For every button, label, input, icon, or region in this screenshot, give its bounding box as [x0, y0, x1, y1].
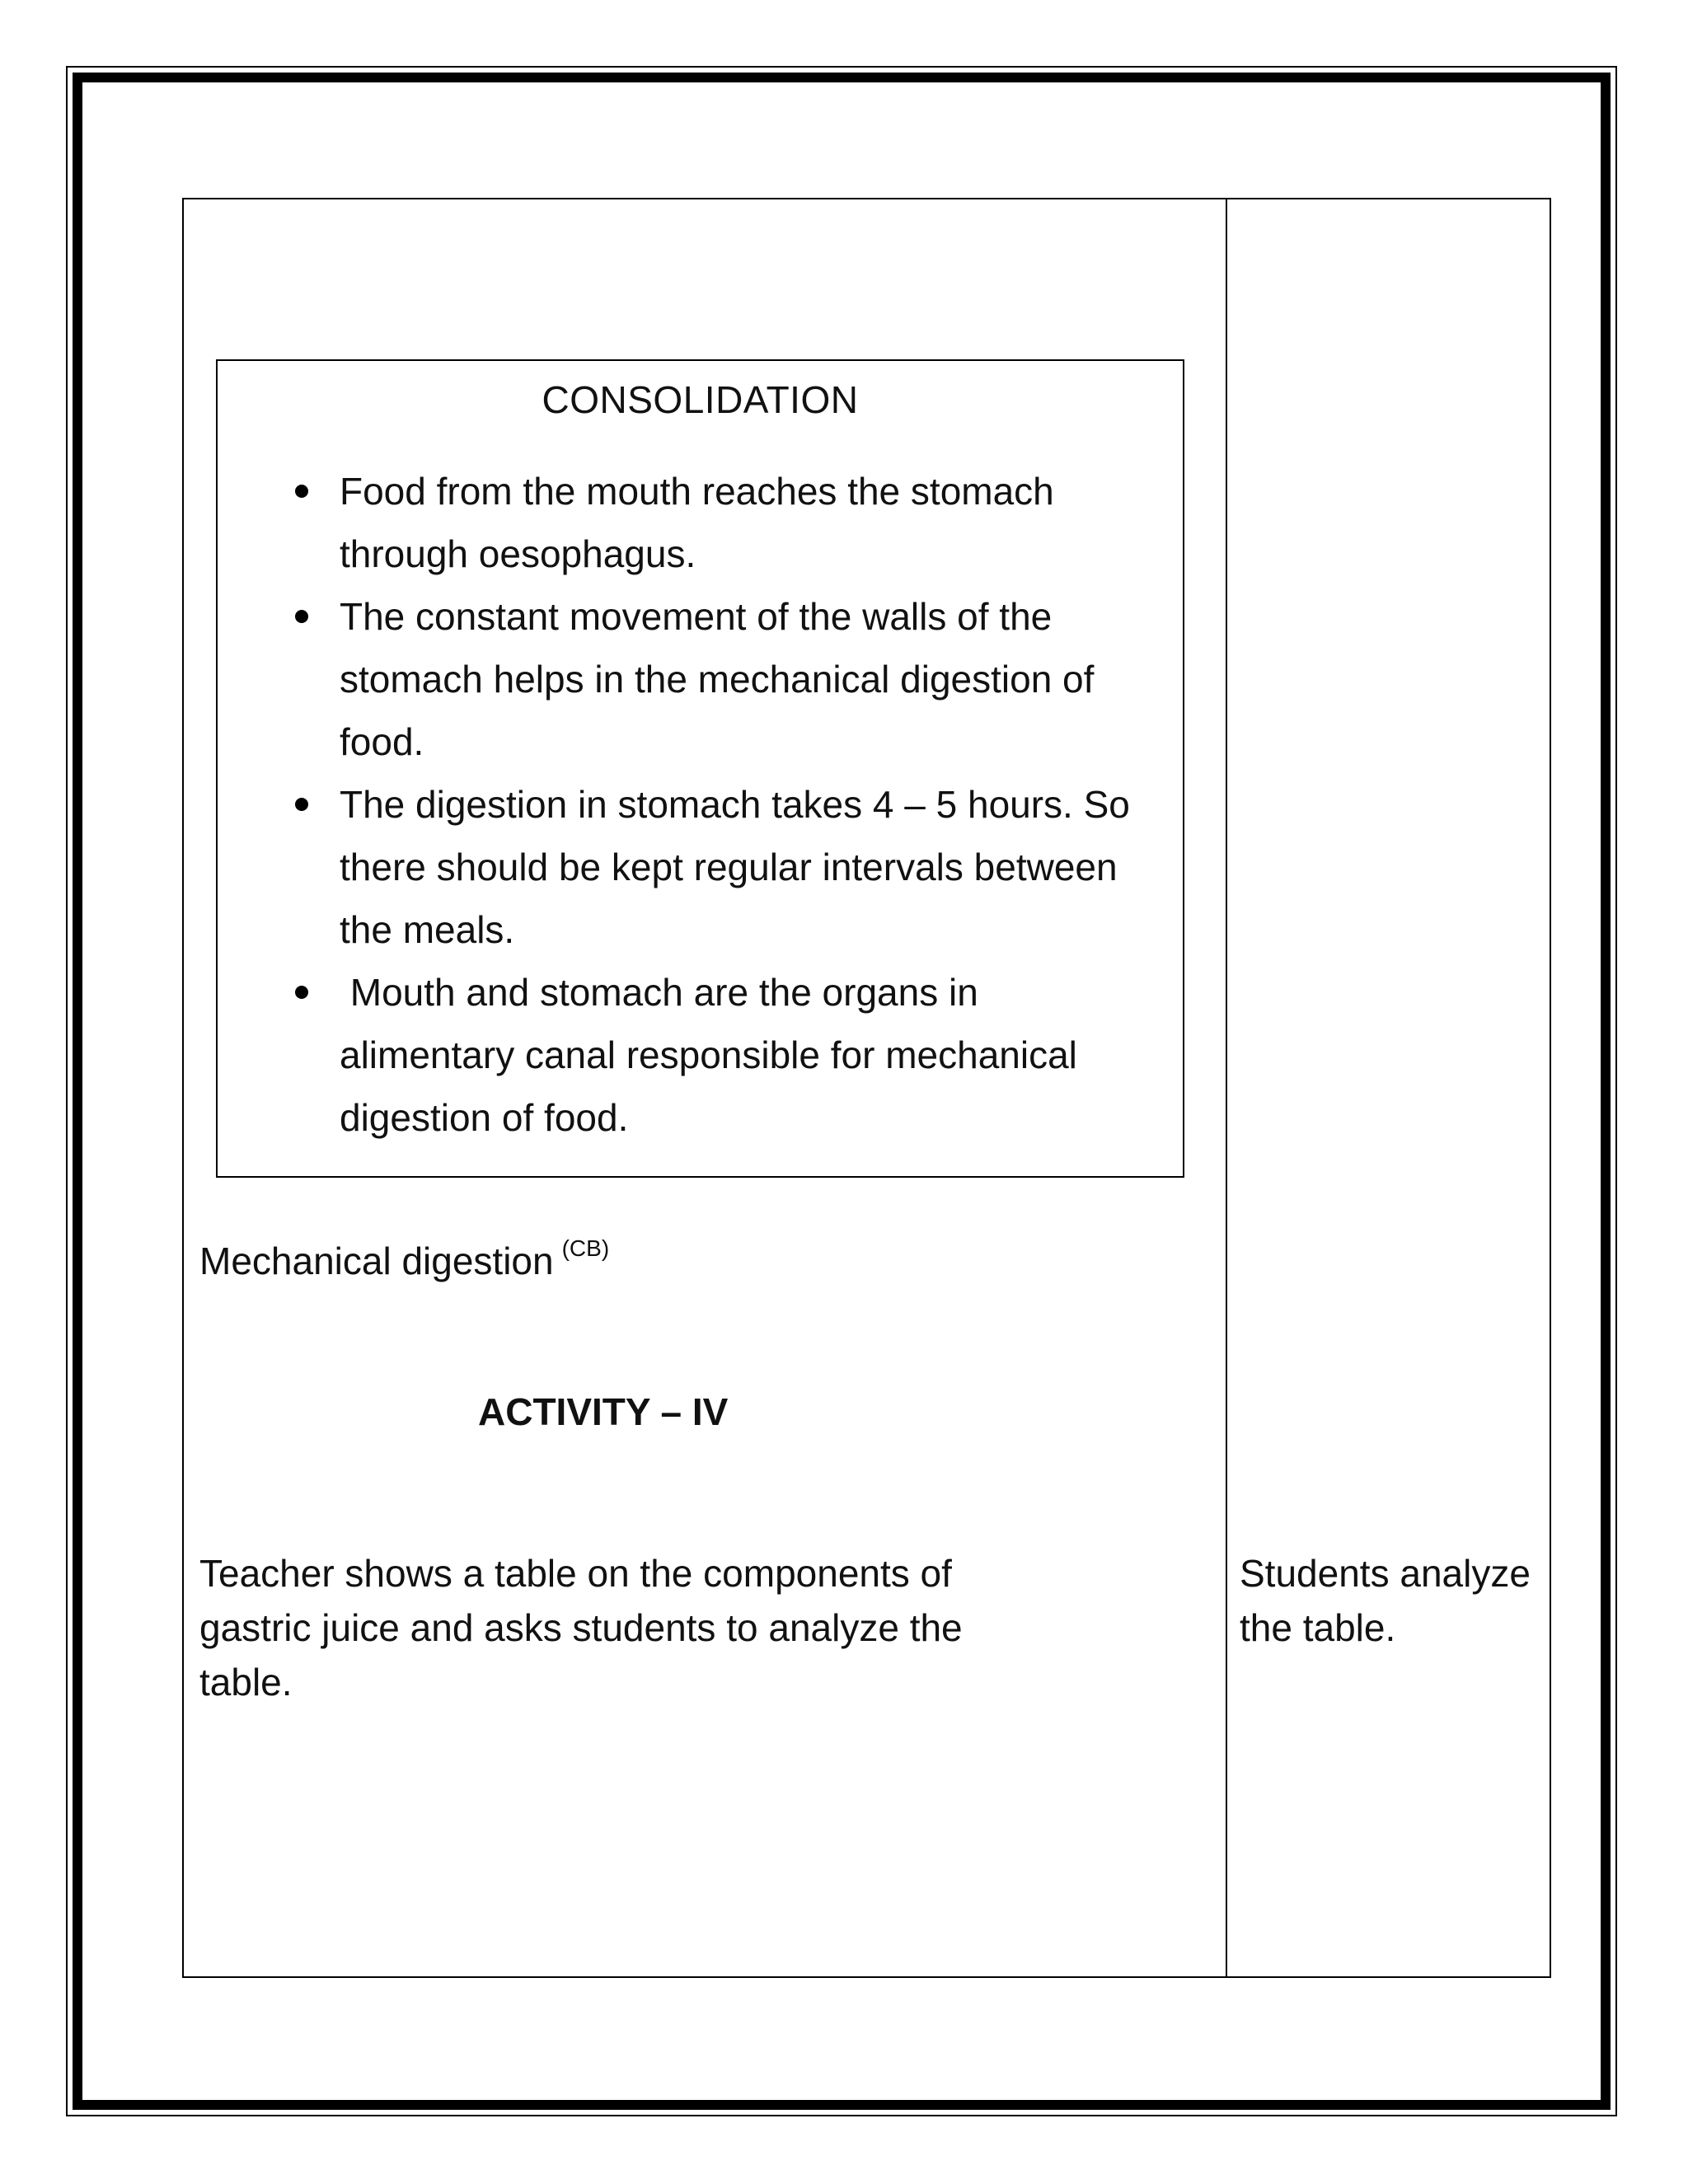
consolidation-box: [216, 359, 1184, 1178]
bullet-icon: [295, 485, 308, 498]
bullet-icon: [295, 798, 308, 811]
list-item-text: The digestion in stomach takes 4 – 5 hours. So there should be kept regular intervals between the meals.: [340, 783, 1130, 951]
activity-heading: ACTIVITY – IV: [478, 1390, 729, 1433]
list-item-text: Food from the mouth reaches the stomach through oesophagus.: [340, 470, 1054, 575]
list-item-text: Mouth and stomach are the organs in alimentary canal responsible for mechanical digestion of food.: [340, 971, 1088, 1139]
bullet-icon: [295, 610, 308, 623]
consolidation-list: [218, 460, 1183, 1149]
column-divider: [1226, 199, 1227, 1976]
list-item: [218, 961, 1183, 1149]
bullet-icon: [295, 986, 308, 999]
list-item: [218, 585, 1183, 773]
list-item: [218, 460, 1183, 585]
mechanical-digestion-label: Mechanical digestion: [199, 1240, 554, 1282]
list-item-text: The constant movement of the walls of the stomach helps in the mechanical digestion of food.: [340, 595, 1095, 763]
list-item: [218, 773, 1183, 961]
teacher-activity-text: Teacher shows a table on the components of gastric juice and asks students to analyze the table.: [199, 1552, 963, 1704]
consolidation-title: CONSOLIDATION: [542, 378, 859, 421]
student-activity-text: Students analyze the table.: [1240, 1552, 1531, 1649]
source-tag: (CB): [561, 1235, 610, 1261]
mechanical-digestion-heading: [199, 1221, 609, 1288]
